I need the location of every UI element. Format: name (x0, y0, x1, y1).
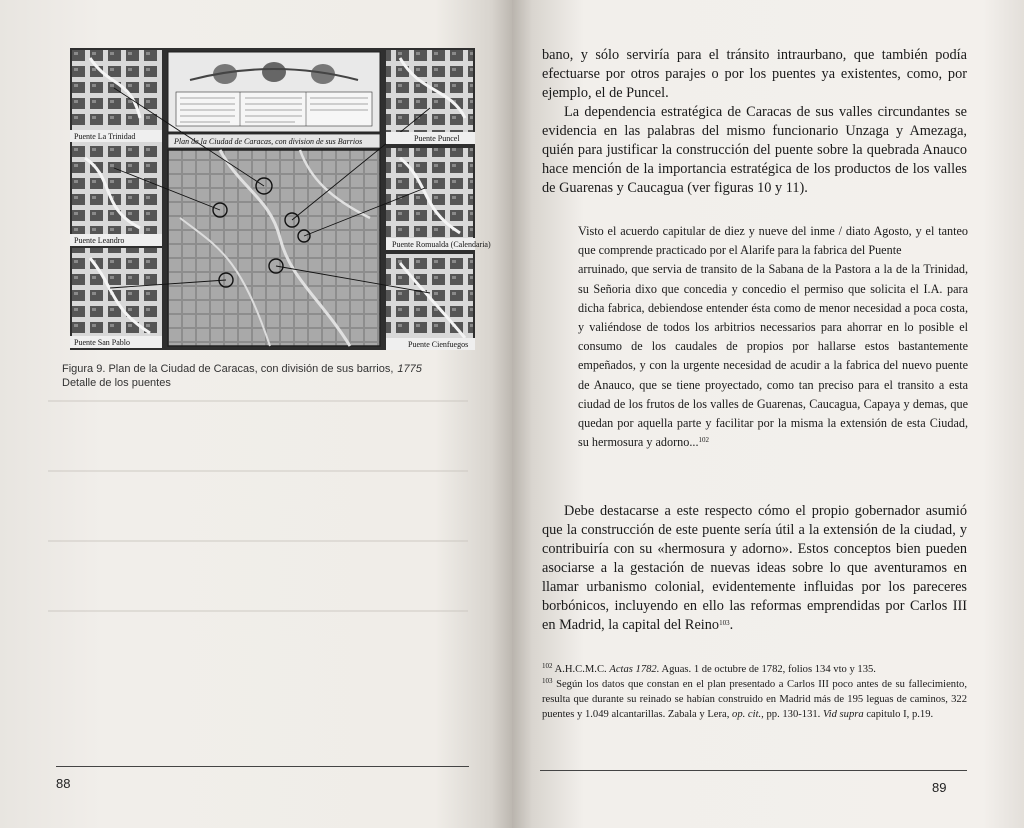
caption-year: 1775 (397, 363, 422, 375)
label-puente-la-trinidad: Puente La Trinidad (74, 132, 136, 141)
show-through (48, 400, 468, 402)
label-puente-leandro: Puente Leandro (74, 236, 125, 245)
quote-lead: Visto el acuerdo capitular de diez y nueve del inme / diato Agosto, y el tanteo que comprende practicado por el Alarife para la fabrica del Puente (578, 224, 968, 258)
right-page (512, 0, 1024, 828)
label-puente-san-pablo: Puente San Pablo (74, 338, 130, 347)
label-puente-romualda: Puente Romualda (Calendaria) (392, 240, 491, 249)
label-puente-cienfuegos: Puente Cienfuegos (408, 340, 469, 349)
show-through (48, 610, 468, 612)
footnote-102: $^{102}$ A.H.C.M.C. Actas 1782. Aguas. 1 de octubre de 1782, folios 134 vto y 135. (542, 662, 876, 675)
footnote-103: $^{103}$ Según los datos que constan en el plan presentado a Carlos III poco antes de su fallecimiento, resulta que durante su reinado se habían construido en Madrid más de 195 leguas de caminos, 322 puentes y 1.049 alcantarillas. Zabala y Lera, op. cit., pp. 130-131. Vid supra capitulo I, p.19. (542, 677, 967, 720)
footnote-ref-102[interactable]: 102 (698, 436, 709, 445)
body-text-top (542, 46, 967, 198)
quote-body (578, 260, 968, 452)
paragraph-continuation: bano, y sólo serviría para el tránsito intraurbano, que también podía efectuarse por otros parajes o por los puentes ya existentes, como, por ejemplo, el de Puncel. (542, 47, 967, 101)
caption-line2: Detalle de los puentes (62, 377, 171, 389)
label-puente-puncel: Puente Puncel (414, 134, 460, 143)
footnote-ref-103[interactable]: 103 (719, 619, 730, 627)
quote-body-text: arruinado, que servia de transito de la Sabana de la Pastora a la de la Trinidad, su Señoria dixo que concedia y concedio el permiso que solicita el I.A. para dicha fabrica, debiendose entender ésta como de menor necesidad a poca costa, y valiéndose de todos los arbitrios necessarios para ahorrar en lo posible el consumo de los caudales de propios por hallarse estos bastantemente empeñados, y con la urgente necesidad de acudir a la fabrica del nuevo puente de Anauco, que se tiene proyectado, como tan preciso para el transito a esta ciudad de los frutos de los valles de Guarenas, Caucagua, Capaya y demas, que quedan por aquella parte y facilitar por la misma la extensión de esta Ciudad, su hermosura y adorno... (578, 262, 968, 450)
map-title: Plan de la Ciudad de Caracas, con division de sus Barrios (174, 137, 363, 146)
caption-text: Figura 9. Plan de la Ciudad de Caracas, con división de sus barrios, (62, 363, 394, 375)
page-number-left: 88 (56, 776, 71, 791)
paragraph-dependencia: La dependencia estratégica de Caracas de sus valles circundantes se evidencia en las palabras del mismo funcionario Unzaga y Amezaga, quién para justificar la construcción del puente sobre la quebrada Anauco hace mención de la importancia estratégica de los productos de los valles de Guarenas y Caucagua (ver figuras 10 y 11). (542, 104, 967, 196)
footer-rule (56, 766, 469, 767)
body-text-bottom (542, 502, 967, 635)
paragraph-gobernador: Debe destacarse a este respecto cómo el propio gobernador asumió que la construcción de este puente sería útil a la extensión de la ciudad, y contribuiría con su «hermosura y adorno». Estos conceptos bien pueden asociarse a la gestación de nuevas ideas sobre lo que aventuramos en llamar urbanismo colonial, evidentemente influidas por los pareceres borbónicos, incluyendo en ello las reformas emprendidas por Carlos III en Madrid, la capital del Reino$^{103}$. (542, 503, 967, 633)
figure-caption (62, 362, 462, 390)
show-through (48, 540, 468, 542)
map-svg (70, 48, 491, 350)
page-number-right: 89 (932, 780, 947, 795)
show-through (48, 470, 468, 472)
caracas-map-figure (70, 48, 491, 350)
footnotes (542, 662, 967, 722)
paragraph-gobernador-text: Debe destacarse a este respecto cómo el propio gobernador asumió que la construcción de este puente sería útil a la extensión de la ciudad, y contribuiría con su «hermosura y adorno». Estos conceptos bien pueden asociarse a la gestación de nuevas ideas sobre lo que aventuramos en llamar urbanismo colonial, evidentemente influidas por los pareceres borbónicos, incluyendo en ello las reformas emprendidas por Carlos III en Madrid, la capital del Reino (542, 503, 967, 633)
footer-rule (540, 770, 967, 771)
block-quote (578, 222, 968, 452)
